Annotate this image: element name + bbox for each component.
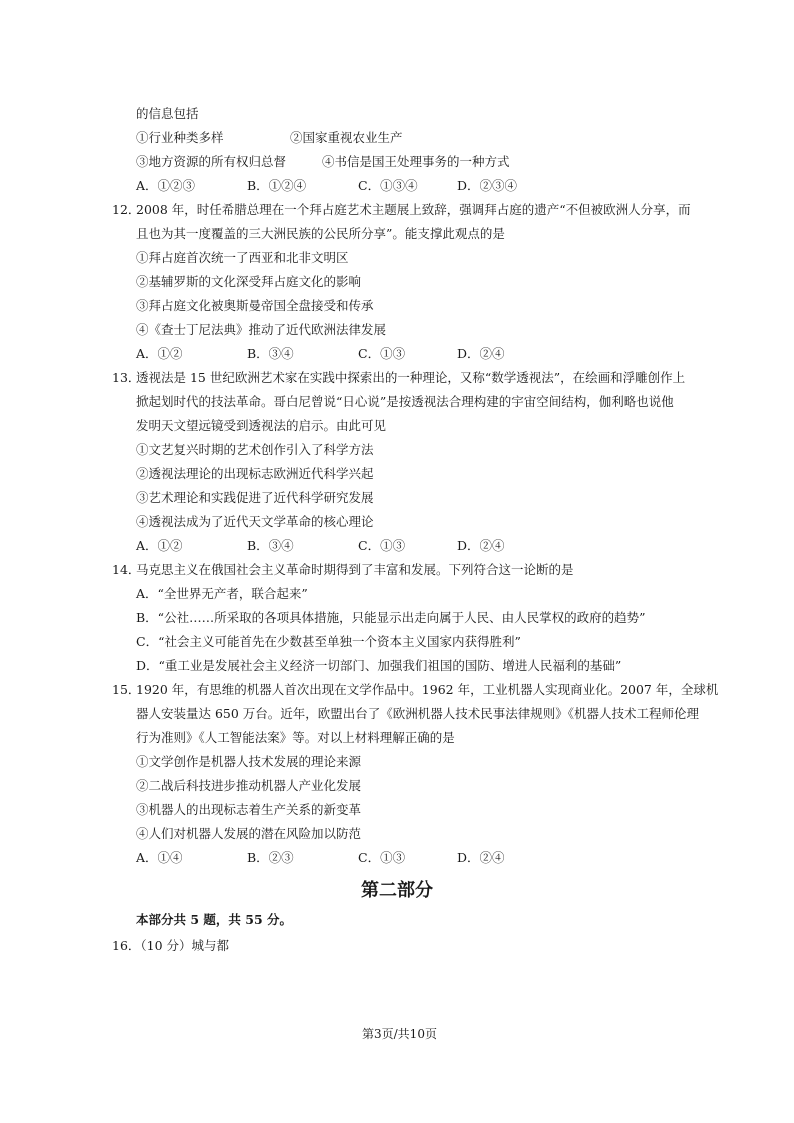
q15-option-b: B．②③ bbox=[247, 850, 294, 865]
q12-statement-4: ④《查士丁尼法典》推动了近代欧洲法律发展 bbox=[136, 322, 387, 337]
q13-statement-3: ③艺术理论和实践促进了近代科学研究发展 bbox=[136, 490, 374, 505]
q11-statement-4: ④书信是国王处理事务的一种方式 bbox=[322, 154, 510, 169]
q12-option-c: C．①③ bbox=[358, 346, 406, 361]
q14-stem: 马克思主义在俄国社会主义革命时期得到了丰富和发展。下列符合这一论断的是 bbox=[136, 562, 574, 577]
q13-statement-2: ②透视法理论的出现标志欧洲近代科学兴起 bbox=[136, 466, 374, 481]
q15-option-c: C．①③ bbox=[358, 850, 406, 865]
q14-option-b: B．“公社……所采取的各项具体措施，只能显示出走向属于人民、由人民掌权的政府的趋势” bbox=[136, 610, 646, 625]
q11-option-d: D．②③④ bbox=[457, 178, 518, 193]
q15-stem-line-2: 器人安装量达 650 万台。近年，欧盟出台了《欧洲机器人技术民事法律规则》《机器人技术工程师伦理 bbox=[136, 706, 700, 721]
q12-statement-2: ②基辅罗斯的文化深受拜占庭文化的影响 bbox=[136, 274, 362, 289]
q12-stem-line-1: 2008 年，时任希腊总理在一个拜占庭艺术主题展上致辞，强调拜占庭的遗产“不但被欧洲人分享，而 bbox=[136, 202, 691, 217]
q15-option-d: D．②④ bbox=[457, 850, 505, 865]
q13-statement-1: ①文艺复兴时期的艺术创作引入了科学方法 bbox=[136, 442, 374, 457]
q14-option-a: A．“全世界无产者，联合起来” bbox=[136, 586, 308, 601]
part-two-intro: 本部分共 5 题，共 55 分。 bbox=[136, 912, 293, 927]
q12-statement-1: ①拜占庭首次统一了西亚和北非文明区 bbox=[136, 250, 349, 265]
q13-option-a: A．①② bbox=[136, 538, 183, 553]
q12-option-a: A．①② bbox=[136, 346, 183, 361]
q15-statement-3: ③机器人的出现标志着生产关系的新变革 bbox=[136, 802, 362, 817]
q13-option-b: B．③④ bbox=[247, 538, 294, 553]
q15-statement-4: ④人们对机器人发展的潜在风险加以防范 bbox=[136, 826, 362, 841]
q14-option-c: C．“社会主义可能首先在少数甚至单独一个资本主义国家内获得胜利” bbox=[136, 634, 521, 649]
q11-stem-end: 的信息包括 bbox=[136, 106, 199, 121]
q11-statement-3: ③地方资源的所有权归总督 bbox=[136, 154, 287, 169]
q13-stem-line-2: 掀起划时代的技法革命。哥白尼曾说“日心说”是按透视法合理构建的宇宙空间结构，伽利略也说他 bbox=[136, 394, 674, 409]
q11-option-b: B．①②④ bbox=[247, 178, 307, 193]
q16-heading: 16．（10 分）城与都 bbox=[112, 938, 230, 953]
q14-number: 14． bbox=[112, 562, 141, 577]
q15-stem-line-1: 1920 年，有思维的机器人首次出现在文学作品中。1962 年，工业机器人实现商业化。2007 年，全球机 bbox=[136, 682, 719, 697]
q12-number: 12． bbox=[112, 202, 141, 217]
q13-statement-4: ④透视法成为了近代天文学革命的核心理论 bbox=[136, 514, 374, 529]
q15-number: 15． bbox=[112, 682, 141, 697]
q11-option-c: C．①③④ bbox=[358, 178, 418, 193]
q15-stem-line-3: 行为准则》《人工智能法案》等。对以上材料理解正确的是 bbox=[136, 730, 455, 745]
q15-statement-1: ①文学创作是机器人技术发展的理论来源 bbox=[136, 754, 362, 769]
q12-stem-line-2: 且也为其一度覆盖的三大洲民族的公民所分享”。能支撑此观点的是 bbox=[136, 226, 505, 241]
q15-option-a: A．①④ bbox=[136, 850, 183, 865]
part-two-title: 第二部分 bbox=[361, 880, 433, 901]
q12-option-b: B．③④ bbox=[247, 346, 294, 361]
q13-number: 13． bbox=[112, 370, 141, 385]
q14-option-d: D．“重工业是发展社会主义经济一切部门、加强我们祖国的国防、增进人民福利的基础” bbox=[136, 658, 622, 673]
q12-option-d: D．②④ bbox=[457, 346, 505, 361]
q11-option-a: A．①②③ bbox=[136, 178, 196, 193]
page-number: 第3页/共10页 bbox=[362, 1027, 437, 1041]
q11-statement-1: ①行业种类多样 bbox=[136, 130, 224, 145]
q12-statement-3: ③拜占庭文化被奥斯曼帝国全盘接受和传承 bbox=[136, 298, 374, 313]
q11-statement-2: ②国家重视农业生产 bbox=[290, 130, 403, 145]
q13-stem-line-3: 发明天文望远镜受到透视法的启示。由此可见 bbox=[136, 418, 387, 433]
q15-statement-2: ②二战后科技进步推动机器人产业化发展 bbox=[136, 778, 362, 793]
q13-option-c: C．①③ bbox=[358, 538, 406, 553]
q13-stem-line-1: 透视法是 15 世纪欧洲艺术家在实践中探索出的一种理论，又称“数学透视法”，在绘画和浮雕创作上 bbox=[136, 370, 686, 385]
q13-option-d: D．②④ bbox=[457, 538, 505, 553]
